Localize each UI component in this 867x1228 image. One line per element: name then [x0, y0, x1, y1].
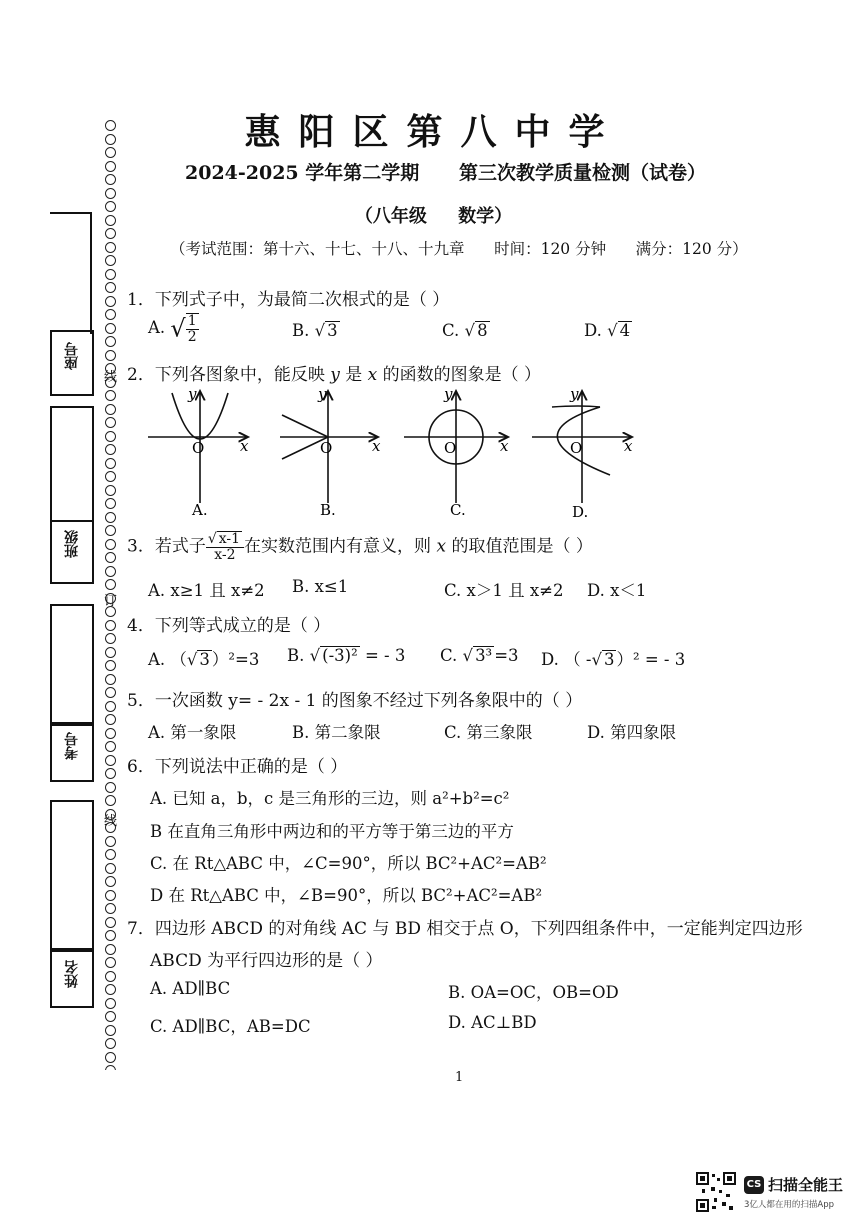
q1-option-d: D. √ 4	[584, 321, 631, 340]
binding-dot	[105, 944, 116, 955]
binding-dot	[105, 1065, 116, 1070]
cut-line-word: 线	[104, 370, 118, 385]
scanner-logo-icon: CS	[744, 1176, 764, 1194]
cut-line-word: 线	[104, 814, 118, 829]
name-label: 姓名	[64, 960, 80, 988]
binding-dot	[105, 512, 116, 523]
binding-dot	[105, 242, 116, 253]
binding-dot	[105, 228, 116, 239]
binding-dot	[105, 404, 116, 415]
svg-text:C.: C.	[450, 501, 466, 519]
qr-code-icon	[696, 1172, 736, 1212]
binding-dot	[105, 417, 116, 428]
q7-option-c: C. AD∥BC，AB=DC	[150, 1017, 311, 1036]
binding-dot	[105, 984, 116, 995]
svg-text:B.: B.	[320, 501, 336, 519]
binding-dot	[105, 174, 116, 185]
question-7: 7．四边形 ABCD 的对角线 AC 与 BD 相交于点 O，下列四组条件中，一定能判定四边形	[127, 919, 803, 939]
question-7-line2: ABCD 为平行四边形的是（ ）	[150, 951, 383, 971]
question-5: 5．一次函数 y= - 2x - 1 的图象不经过下列各象限中的（ ）	[127, 691, 583, 711]
q3-option-a: A. x≥1 且 x≠2	[148, 581, 265, 600]
q5-option-c: C. 第三象限	[444, 723, 533, 742]
q1-option-c: C. √ 8	[442, 321, 488, 340]
binding-dot	[105, 255, 116, 266]
binding-dot	[105, 579, 116, 590]
binding-dot	[105, 323, 116, 334]
binding-dot	[105, 917, 116, 928]
binding-dot	[105, 498, 116, 509]
exam-subtitle	[185, 158, 706, 185]
binding-dot	[105, 741, 116, 752]
q4-option-a: A. （√ 3 ）²=3	[148, 650, 260, 669]
binding-dot	[105, 903, 116, 914]
binding-dot	[105, 296, 116, 307]
exam-scope: （考试范围：第十六、十七、十八、十九章 时间：120 分钟 满分：120 分）	[170, 240, 748, 258]
q5-option-a: A. 第一象限	[148, 723, 237, 742]
grade-subject: （八年级 数学）	[354, 206, 513, 227]
q6-option-d: D 在 Rt△ABC 中，∠B=90°，所以 BC²+AC²=AB²	[150, 886, 543, 905]
binding-dot	[105, 525, 116, 536]
binding-dot	[105, 890, 116, 901]
svg-text:y: y	[570, 385, 579, 403]
q1-option-b: B. √ 3	[292, 321, 338, 340]
binding-dot	[105, 836, 116, 847]
exam-no-box	[50, 604, 94, 726]
binding-dot	[105, 269, 116, 280]
svg-text:O: O	[570, 439, 583, 457]
binding-dot	[105, 755, 116, 766]
svg-text:x: x	[624, 437, 633, 455]
binding-dot	[105, 647, 116, 658]
question-2: 2．下列各图象中，能反映 y 是 x 的函数的图象是（ ）	[127, 365, 542, 385]
scanner-brand: 扫描全能王	[768, 1176, 844, 1194]
binding-dot	[105, 849, 116, 860]
binding-dot	[105, 863, 116, 874]
binding-dot	[105, 1052, 116, 1063]
svg-text:y: y	[444, 385, 453, 403]
binding-dot	[105, 998, 116, 1009]
binding-dot	[105, 876, 116, 887]
q3-option-b: B. x≤1	[292, 577, 349, 596]
name-box	[50, 800, 94, 952]
binding-dot	[105, 566, 116, 577]
svg-text:A.: A.	[192, 501, 208, 519]
binding-dot	[105, 350, 116, 361]
term: 2024-2025 学年第二学期	[185, 162, 420, 184]
binding-dot	[105, 620, 116, 631]
q4-option-c: C. √ 3³ =3	[440, 646, 519, 665]
binding-dot	[105, 930, 116, 941]
binding-dot	[105, 471, 116, 482]
binding-dot	[105, 485, 116, 496]
question-1: 1．下列式子中，为最简二次根式的是（ ）	[127, 290, 450, 310]
binding-dot	[105, 1025, 116, 1036]
q7-option-d: D. AC⊥BD	[448, 1013, 537, 1032]
binding-dot	[105, 1038, 116, 1049]
svg-text:x: x	[372, 437, 381, 455]
scanner-watermark	[696, 1170, 856, 1218]
q7-option-b: B. OA=OC，OB=OD	[448, 983, 619, 1002]
svg-text:O: O	[444, 439, 457, 457]
binding-dot	[105, 714, 116, 725]
school-title: 惠阳区第八中学	[244, 111, 623, 153]
exam-name: 第三次教学质量检测（试卷）	[458, 162, 706, 184]
svg-text:O: O	[192, 439, 205, 457]
cut-line-word: 订	[104, 594, 118, 609]
binding-dot	[105, 674, 116, 685]
binding-dot	[105, 188, 116, 199]
binding-dot	[105, 701, 116, 712]
q7-option-a: A. AD∥BC	[150, 979, 231, 998]
binding-dot	[105, 728, 116, 739]
class-box	[50, 406, 94, 522]
binding-dot	[105, 782, 116, 793]
binding-dot	[105, 161, 116, 172]
binding-dot	[105, 458, 116, 469]
q4-option-d: D. （ -√ 3 ）² = - 3	[541, 650, 686, 669]
binding-dot	[105, 971, 116, 982]
q4-option-b: B. √ (-3)² = - 3	[287, 646, 406, 665]
svg-text:O: O	[320, 439, 333, 457]
q6-option-a: A. 已知 a，b，c 是三角形的三边，则 a²+b²=c²	[150, 789, 510, 808]
binding-dot	[105, 957, 116, 968]
binding-dot	[105, 552, 116, 563]
binding-dot	[105, 444, 116, 455]
binding-dot	[105, 390, 116, 401]
q5-option-b: B. 第二象限	[292, 723, 381, 742]
class-label: 班级	[64, 530, 80, 558]
binding-dot	[105, 431, 116, 442]
svg-text:y: y	[318, 385, 327, 403]
binding-dot	[105, 687, 116, 698]
scanner-tagline: 3亿人都在用的扫描App	[744, 1200, 835, 1210]
svg-text:y: y	[188, 385, 197, 403]
q3-option-d: D. x＜1	[587, 581, 647, 600]
svg-text:D.: D.	[572, 503, 589, 520]
q3-option-c: C. x＞1 且 x≠2	[444, 581, 564, 600]
svg-text:x: x	[240, 437, 249, 455]
binding-dot	[105, 795, 116, 806]
seat-label: 座号	[64, 342, 80, 370]
question-4: 4．下列等式成立的是（ ）	[127, 616, 331, 636]
question-6: 6．下列说法中正确的是（ ）	[127, 757, 348, 777]
binding-dot	[105, 768, 116, 779]
binding-dot	[105, 1011, 116, 1022]
q6-option-b: B 在直角三角形中两边和的平方等于第三边的平方	[150, 822, 514, 841]
q1-option-a: A. √ $\frac{1}{2}$	[148, 313, 197, 345]
question-3: 3．若式子 $\frac{√ x-1}{x-2}$ 在实数范围内有意义，则 x 的取值范围是（ ）	[127, 531, 593, 564]
binding-dot	[105, 633, 116, 644]
q2-graphs	[140, 385, 650, 520]
binding-dot	[105, 539, 116, 550]
svg-text:x: x	[500, 437, 509, 455]
q5-option-d: D. 第四象限	[587, 723, 677, 742]
binding-dot	[105, 282, 116, 293]
seat-box	[50, 212, 92, 334]
q6-option-c: C. 在 Rt△ABC 中，∠C=90°，所以 BC²+AC²=AB²	[150, 854, 547, 873]
exam-no-label: 考号	[64, 732, 80, 760]
page-number: 1	[455, 1070, 464, 1085]
binding-dot	[105, 336, 116, 347]
binding-dot	[105, 660, 116, 671]
binding-dot	[105, 309, 116, 320]
